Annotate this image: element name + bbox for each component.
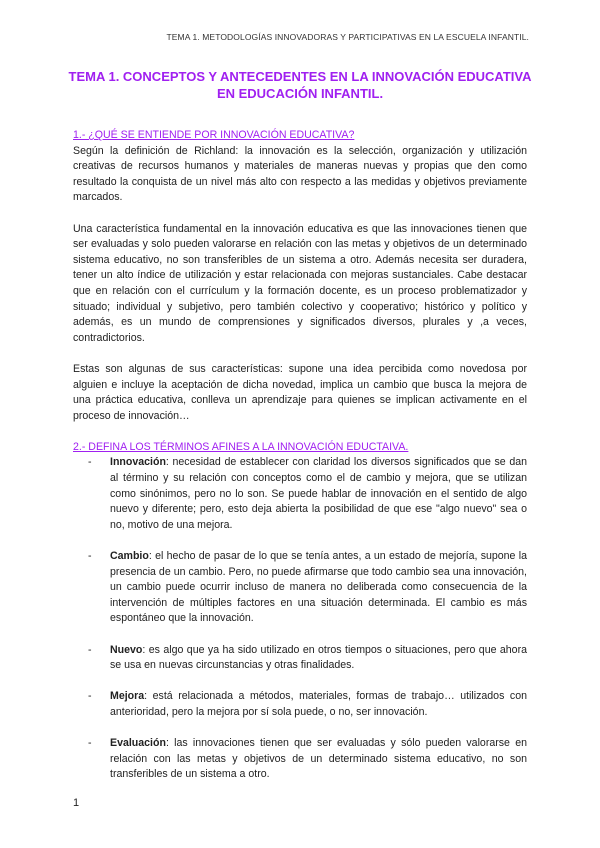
list-dash: - (88, 643, 92, 656)
term-definition: : las innovaciones tienen que ser evaluadas y sólo pueden valorarse en relación con las metas y objetivos de un determinado sistema educativo, no son transferibles de un sistema a otro. (110, 737, 527, 781)
section-1-heading: 1.- ¿QUÉ SE ENTIENDE POR INNOVACIÓN EDUCATIVA? (73, 129, 355, 141)
term-label: Innovación (110, 456, 166, 469)
term-item-cambio (73, 549, 527, 627)
term-definition: : está relacionada a métodos, materiales, formas de trabajo… utilizados con anterioridad, pero la mejora por sí sola puede, o no, ser innovación. (110, 690, 527, 718)
term-item-mejora (73, 689, 527, 720)
term-item-evaluacion (73, 736, 527, 783)
list-dash: - (88, 737, 92, 750)
list-dash: - (88, 550, 92, 563)
term-definition: : el hecho de pasar de lo que se tenía antes, a un estado de mejoría, supone la presencia de un cambio. Pero, no puede afirmarse que todo cambio sea una innovación, un cambio puede ocurrir incluso de manera no deliberada como consecuencia de la intervención de múltiples factores en una situación determinada. El cambio es más espontáneo que la innovación. (110, 550, 527, 625)
section-1-paragraph-2: Una característica fundamental en la innovación educativa es que las innovaciones tienen que ser evaluadas y solo pueden valorarse en relación con las metas y objetivos de un determinado sistema educativo, no son transferibles de un sistema a otro. Además necesita ser duradera, tener un alto índice de utilización y estar relacionada con mejoras sustanciales. Cabe destacar que en relación con el currículum y la formación docente, es un proceso problematizador y situado; individual y subjetivo, pero también colectivo y cooperativo; histórico y político y además, es un mundo de comprensiones y significados diversos, plurales y ,a veces, contradictorios. (73, 222, 527, 344)
term-definition: : necesidad de establecer con claridad los diversos significados que se dan al término y su relación con conceptos como el de cambio y mejora, que se utilizan como sinónimos, pero no lo son. Se puede hablar de innovación en el sentido de algo nuevo y diferente; pero, esto deja abierta la posibilidad de que ese "algo nuevo" sea o no, motivo de una mejora. (110, 456, 527, 531)
section-2-heading: 2.- DEFINA LOS TÉRMINOS AFINES A LA INNOVACIÓN EDUCTAIVA. (73, 440, 409, 453)
term-label: Cambio (110, 550, 149, 563)
section-1-paragraph-3: Estas son algunas de sus características: supone una idea percibida como novedosa por alguien e incluye la aceptación de dicha novedad, implica un cambio que busca la mejora de una práctica educativa, conlleva un aprendizaje para quienes se implican activamente en el proceso de innovación… (73, 362, 527, 422)
section-1-paragraph-1: Según la definición de Richland: la innovación es la selección, organización y utilización creativas de recursos humanos y materiales de maneras nuevas y propias que den como resultado la conquista de un nivel más alto con respecto a las medidas y objetivos previamente marcados. (73, 144, 527, 204)
terms-list (73, 455, 527, 782)
running-header: TEMA 1. METODOLOGÍAS INNOVADORAS Y PARTICIPATIVAS EN LA ESCUELA INFANTIL. (166, 32, 529, 42)
term-item-innovacion (73, 455, 527, 533)
page-number: 1 (73, 797, 80, 809)
title-line-2: EN EDUCACIÓN INFANTIL. (216, 86, 384, 101)
term-label: Evaluación (110, 737, 166, 750)
term-label: Nuevo (110, 643, 143, 656)
document-body (73, 128, 527, 783)
term-definition: : es algo que ya ha sido utilizado en otros tiempos o situaciones, pero que ahora se usa en nuevas circunstancias y otras finalidades. (110, 643, 527, 672)
list-dash: - (88, 456, 92, 469)
title-line-1: TEMA 1. CONCEPTOS Y ANTECEDENTES EN LA INNOVACIÓN EDUCATIVA (68, 69, 532, 84)
term-item-nuevo (73, 643, 527, 674)
list-dash: - (88, 690, 92, 703)
term-label: Mejora (110, 690, 145, 703)
document-title (60, 68, 540, 102)
